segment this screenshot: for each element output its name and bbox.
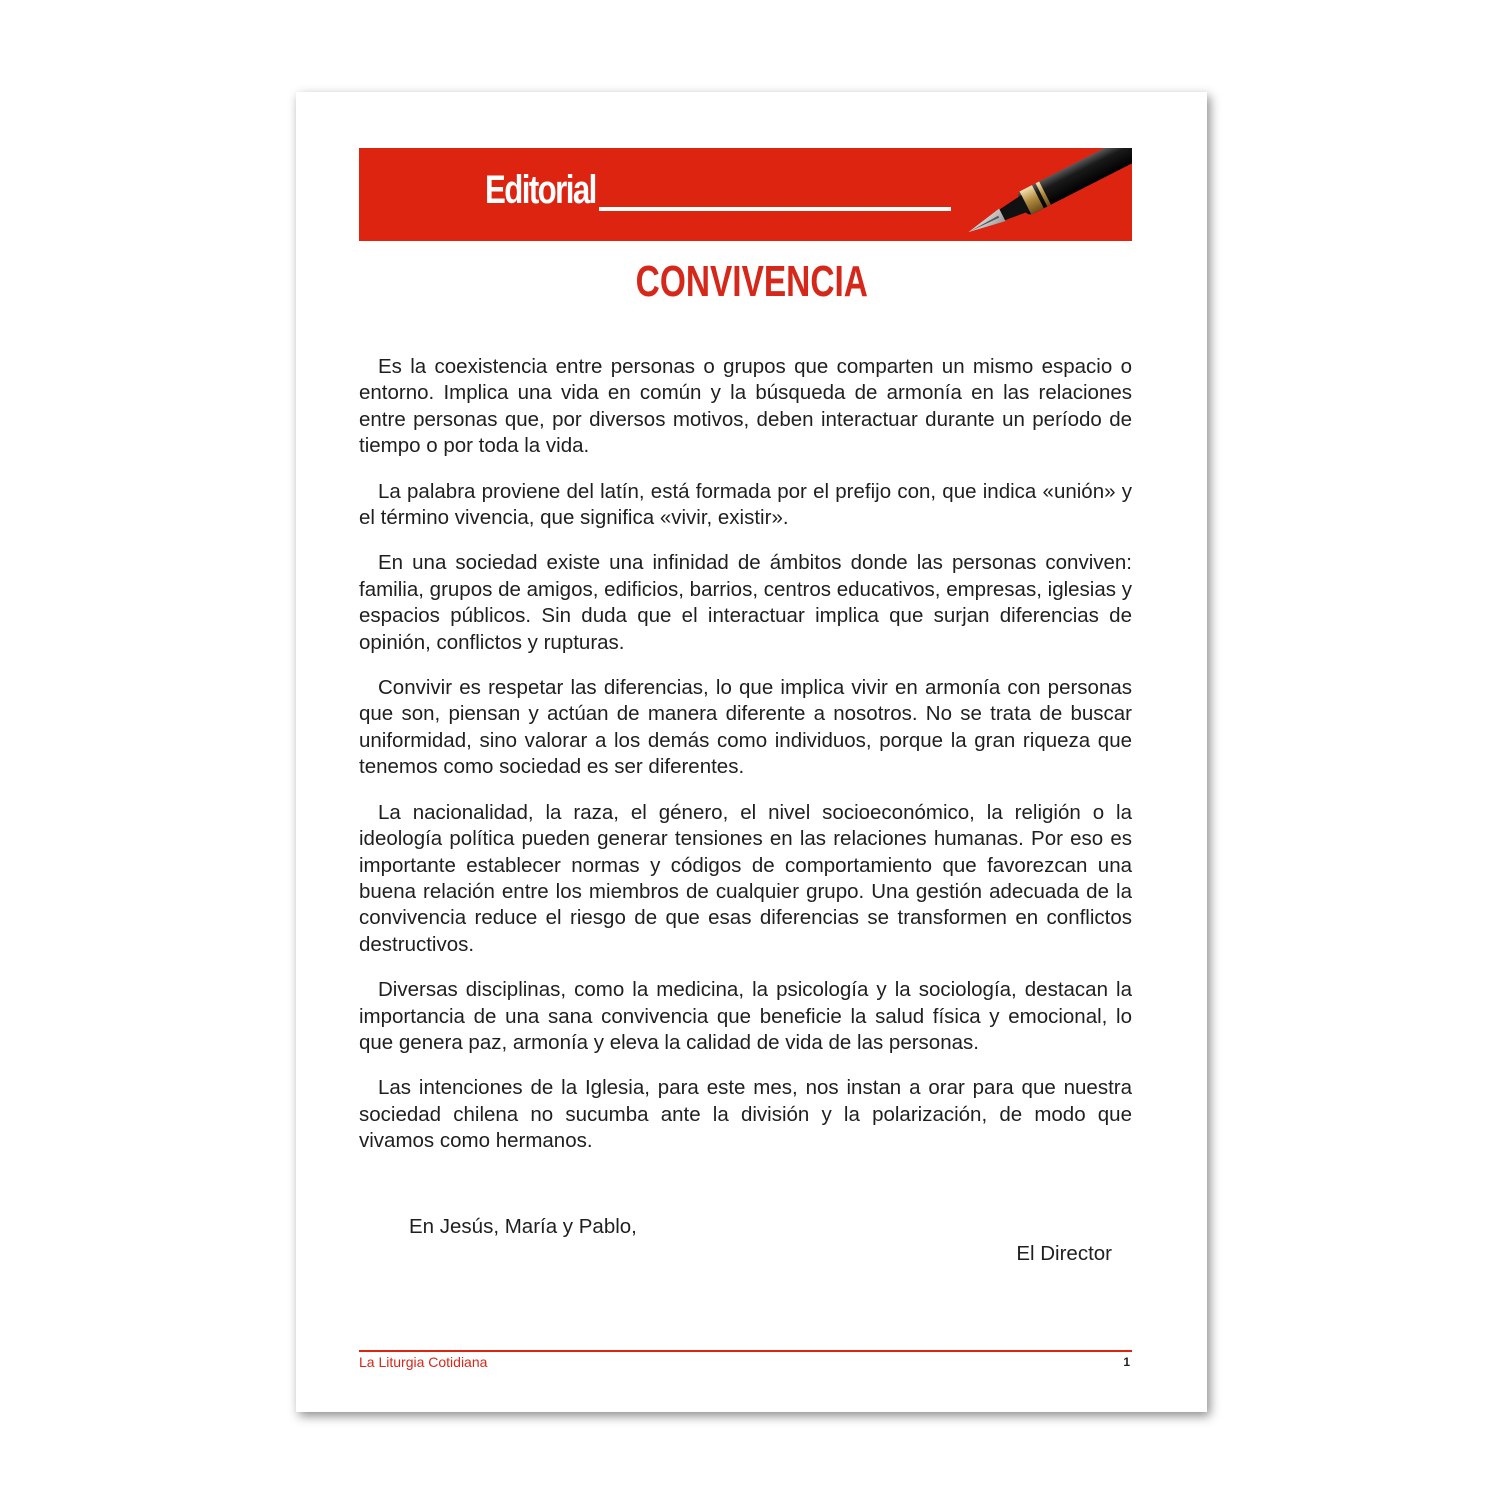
paragraph: Las intenciones de la Iglesia, para este mes, nos instan a orar para que nuestra sociedad chilena no sucumba ante la división y la polarización, de modo que vivamos como hermanos. xyxy=(359,1076,1132,1153)
article-title xyxy=(296,257,1207,306)
closing-salutation: En Jesús, María y Pablo, xyxy=(409,1215,637,1238)
article-title-text: CONVIVENCIA xyxy=(635,257,868,306)
banner-title: Editorial xyxy=(485,168,596,212)
page-number: 1 xyxy=(1123,1355,1130,1369)
paragraph: En una sociedad existe una infinidad de ámbitos donde las personas conviven: familia, grupos de amigos, edificios, barrios, centros educativos, empresas, iglesias y espacios públicos. Sin duda que el interactuar implica que surjan diferencias de opinión, conflictos y rupturas. xyxy=(359,551,1132,654)
editorial-banner xyxy=(359,148,1132,241)
paragraph: Diversas disciplinas, como la medicina, la psicología y la sociología, destacan la importancia de una sana convivencia que beneficie la salud física y emocional, lo que genera paz, armonía y eleva la calidad de vida de las personas. xyxy=(359,978,1132,1054)
paragraph: Es la coexistencia entre personas o grupos que comparten un mismo espacio o entorno. Implica una vida en común y la búsqueda de armonía en las relaciones entre personas que, por diversos motivos, deben interactuar durante un período de tiempo o por toda la vida. xyxy=(359,355,1132,458)
footer-divider xyxy=(359,1350,1132,1352)
article-body xyxy=(359,354,1132,1174)
paragraph: La palabra proviene del latín, está formada por el prefijo con, que indica «unión» y el término vivencia, que significa «vivir, existir». xyxy=(359,479,1132,530)
fountain-pen-icon xyxy=(949,148,1132,241)
footer-publication: La Liturgia Cotidiana xyxy=(359,1354,488,1370)
paragraph: Convivir es respetar las diferencias, lo que implica vivir en armonía con personas que son, piensan y actúan de manera diferente a nosotros. No se trata de buscar uniformidad, sino valorar a los demás como individuos, porque la gran riqueza que tenemos como sociedad es ser diferentes. xyxy=(359,676,1132,779)
paragraph: La nacionalidad, la raza, el género, el nivel socioeconómico, la religión o la ideología política pueden generar tensiones en las relaciones humanas. Por eso es importante establecer normas y códigos de comportamiento que favorezcan una buena relación entre los miembros de cualquier grupo. Una gestión adecuada de la convivencia reduce el riesgo de que esas diferencias se transformen en conflictos destructivos. xyxy=(359,800,1132,956)
signature: El Director xyxy=(1016,1242,1112,1265)
editorial-page xyxy=(296,92,1207,1412)
banner-underline xyxy=(599,207,951,211)
